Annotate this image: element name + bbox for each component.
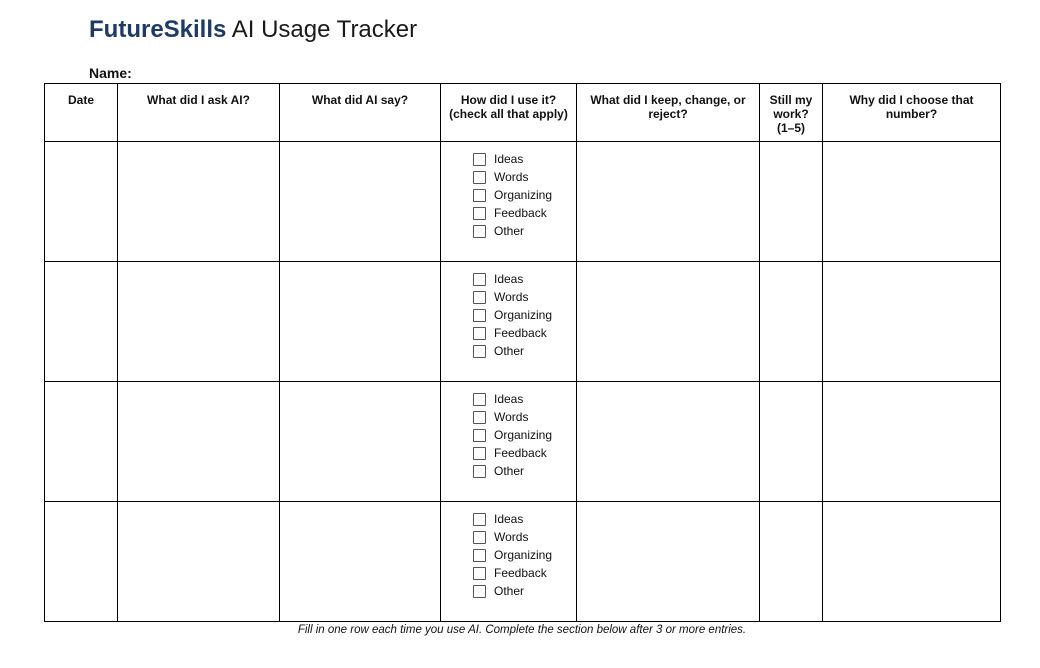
table-row — [45, 382, 1001, 502]
ai-said-cell[interactable] — [280, 502, 441, 622]
column-header-ask: What did I ask AI? — [118, 84, 280, 142]
usage-option-label: Ideas — [494, 152, 524, 166]
usage-checklist — [441, 142, 576, 240]
usage-option-label: Ideas — [494, 392, 524, 406]
usage-option[interactable] — [473, 444, 576, 462]
usage-option-label: Organizing — [494, 308, 553, 322]
checkbox-icon[interactable] — [473, 429, 486, 442]
still-my-work-cell[interactable] — [760, 262, 823, 382]
footnote: Fill in one row each time you use AI. Complete the section below after 3 or more entries. — [297, 624, 747, 636]
usage-option[interactable] — [473, 510, 576, 528]
usage-option[interactable] — [473, 306, 576, 324]
why-number-cell[interactable] — [823, 502, 1001, 622]
usage-option-label: Other — [494, 464, 525, 478]
usage-cell — [441, 382, 577, 502]
usage-option[interactable] — [473, 150, 576, 168]
why-number-cell[interactable] — [823, 262, 1001, 382]
ask-cell[interactable] — [118, 382, 280, 502]
usage-option-label: Feedback — [494, 566, 547, 580]
column-header-keep-change-reject: What did I keep, change, or reject? — [577, 84, 760, 142]
table-body — [45, 142, 1001, 622]
checkbox-icon[interactable] — [473, 345, 486, 358]
checkbox-icon[interactable] — [473, 171, 486, 184]
column-header-why-number: Why did I choose that number? — [823, 84, 1001, 142]
checkbox-icon[interactable] — [473, 291, 486, 304]
usage-option[interactable] — [473, 426, 576, 444]
usage-option[interactable] — [473, 462, 576, 480]
ask-cell[interactable] — [118, 262, 280, 382]
checkbox-icon[interactable] — [473, 189, 486, 202]
ai-said-cell[interactable] — [280, 142, 441, 262]
table-row — [45, 262, 1001, 382]
usage-cell — [441, 502, 577, 622]
column-header-still-my-work: Still my work? (1–5) — [760, 84, 823, 142]
checkbox-icon[interactable] — [473, 393, 486, 406]
ai-said-cell[interactable] — [280, 382, 441, 502]
ask-cell[interactable] — [118, 502, 280, 622]
why-number-cell[interactable] — [823, 142, 1001, 262]
title-text: AI Usage Tracker — [226, 16, 418, 43]
usage-option[interactable] — [473, 204, 576, 222]
usage-option-label: Feedback — [494, 326, 547, 340]
column-header-usage: How did I use it? (check all that apply) — [441, 84, 577, 142]
usage-cell — [441, 142, 577, 262]
still-my-work-cell[interactable] — [760, 382, 823, 502]
checkbox-icon[interactable] — [473, 531, 486, 544]
usage-cell — [441, 262, 577, 382]
usage-option-label: Words — [494, 170, 529, 184]
checkbox-icon[interactable] — [473, 465, 486, 478]
usage-option[interactable] — [473, 186, 576, 204]
usage-option-label: Other — [494, 344, 525, 358]
keep-change-reject-cell[interactable] — [577, 382, 760, 502]
why-number-cell[interactable] — [823, 382, 1001, 502]
date-cell[interactable] — [45, 142, 118, 262]
usage-option-label: Feedback — [494, 446, 547, 460]
usage-option-label: Feedback — [494, 206, 547, 220]
brand-name: FutureSkills — [89, 16, 227, 43]
checkbox-icon[interactable] — [473, 309, 486, 322]
column-header-ai-said: What did AI say? — [280, 84, 441, 142]
table-row — [45, 502, 1001, 622]
checkbox-icon[interactable] — [473, 585, 486, 598]
usage-option[interactable] — [473, 342, 576, 360]
still-my-work-cell[interactable] — [760, 502, 823, 622]
keep-change-reject-cell[interactable] — [577, 142, 760, 262]
checkbox-icon[interactable] — [473, 273, 486, 286]
column-header-date: Date — [45, 84, 118, 142]
name-label: Name: — [89, 65, 132, 81]
usage-option[interactable] — [473, 222, 576, 240]
checkbox-icon[interactable] — [473, 513, 486, 526]
usage-option-label: Words — [494, 290, 529, 304]
checkbox-icon[interactable] — [473, 567, 486, 580]
page-title — [89, 14, 417, 46]
usage-checklist — [441, 502, 576, 600]
checkbox-icon[interactable] — [473, 327, 486, 340]
usage-checklist — [441, 262, 576, 360]
usage-option[interactable] — [473, 270, 576, 288]
keep-change-reject-cell[interactable] — [577, 502, 760, 622]
usage-option[interactable] — [473, 390, 576, 408]
usage-option[interactable] — [473, 546, 576, 564]
usage-option[interactable] — [473, 324, 576, 342]
usage-option[interactable] — [473, 564, 576, 582]
checkbox-icon[interactable] — [473, 447, 486, 460]
keep-change-reject-cell[interactable] — [577, 262, 760, 382]
usage-option[interactable] — [473, 582, 576, 600]
checkbox-icon[interactable] — [473, 549, 486, 562]
usage-option-label: Organizing — [494, 428, 553, 442]
usage-option[interactable] — [473, 528, 576, 546]
ask-cell[interactable] — [118, 142, 280, 262]
checkbox-icon[interactable] — [473, 153, 486, 166]
usage-checklist — [441, 382, 576, 480]
usage-option[interactable] — [473, 408, 576, 426]
usage-option[interactable] — [473, 168, 576, 186]
usage-option-label: Other — [494, 584, 525, 598]
ai-usage-table — [44, 83, 1001, 622]
usage-option[interactable] — [473, 288, 576, 306]
date-cell[interactable] — [45, 502, 118, 622]
still-my-work-cell[interactable] — [760, 142, 823, 262]
checkbox-icon[interactable] — [473, 411, 486, 424]
usage-option-label: Words — [494, 410, 529, 424]
header-row — [45, 84, 1001, 142]
checkbox-icon[interactable] — [473, 207, 486, 220]
date-cell[interactable] — [45, 262, 118, 382]
ai-said-cell[interactable] — [280, 262, 441, 382]
table-row — [45, 142, 1001, 262]
checkbox-icon[interactable] — [473, 225, 486, 238]
usage-option-label: Ideas — [494, 512, 524, 526]
usage-option-label: Words — [494, 530, 529, 544]
date-cell[interactable] — [45, 382, 118, 502]
usage-option-label: Other — [494, 224, 525, 238]
usage-option-label: Organizing — [494, 548, 553, 562]
usage-option-label: Organizing — [494, 188, 553, 202]
usage-option-label: Ideas — [494, 272, 524, 286]
